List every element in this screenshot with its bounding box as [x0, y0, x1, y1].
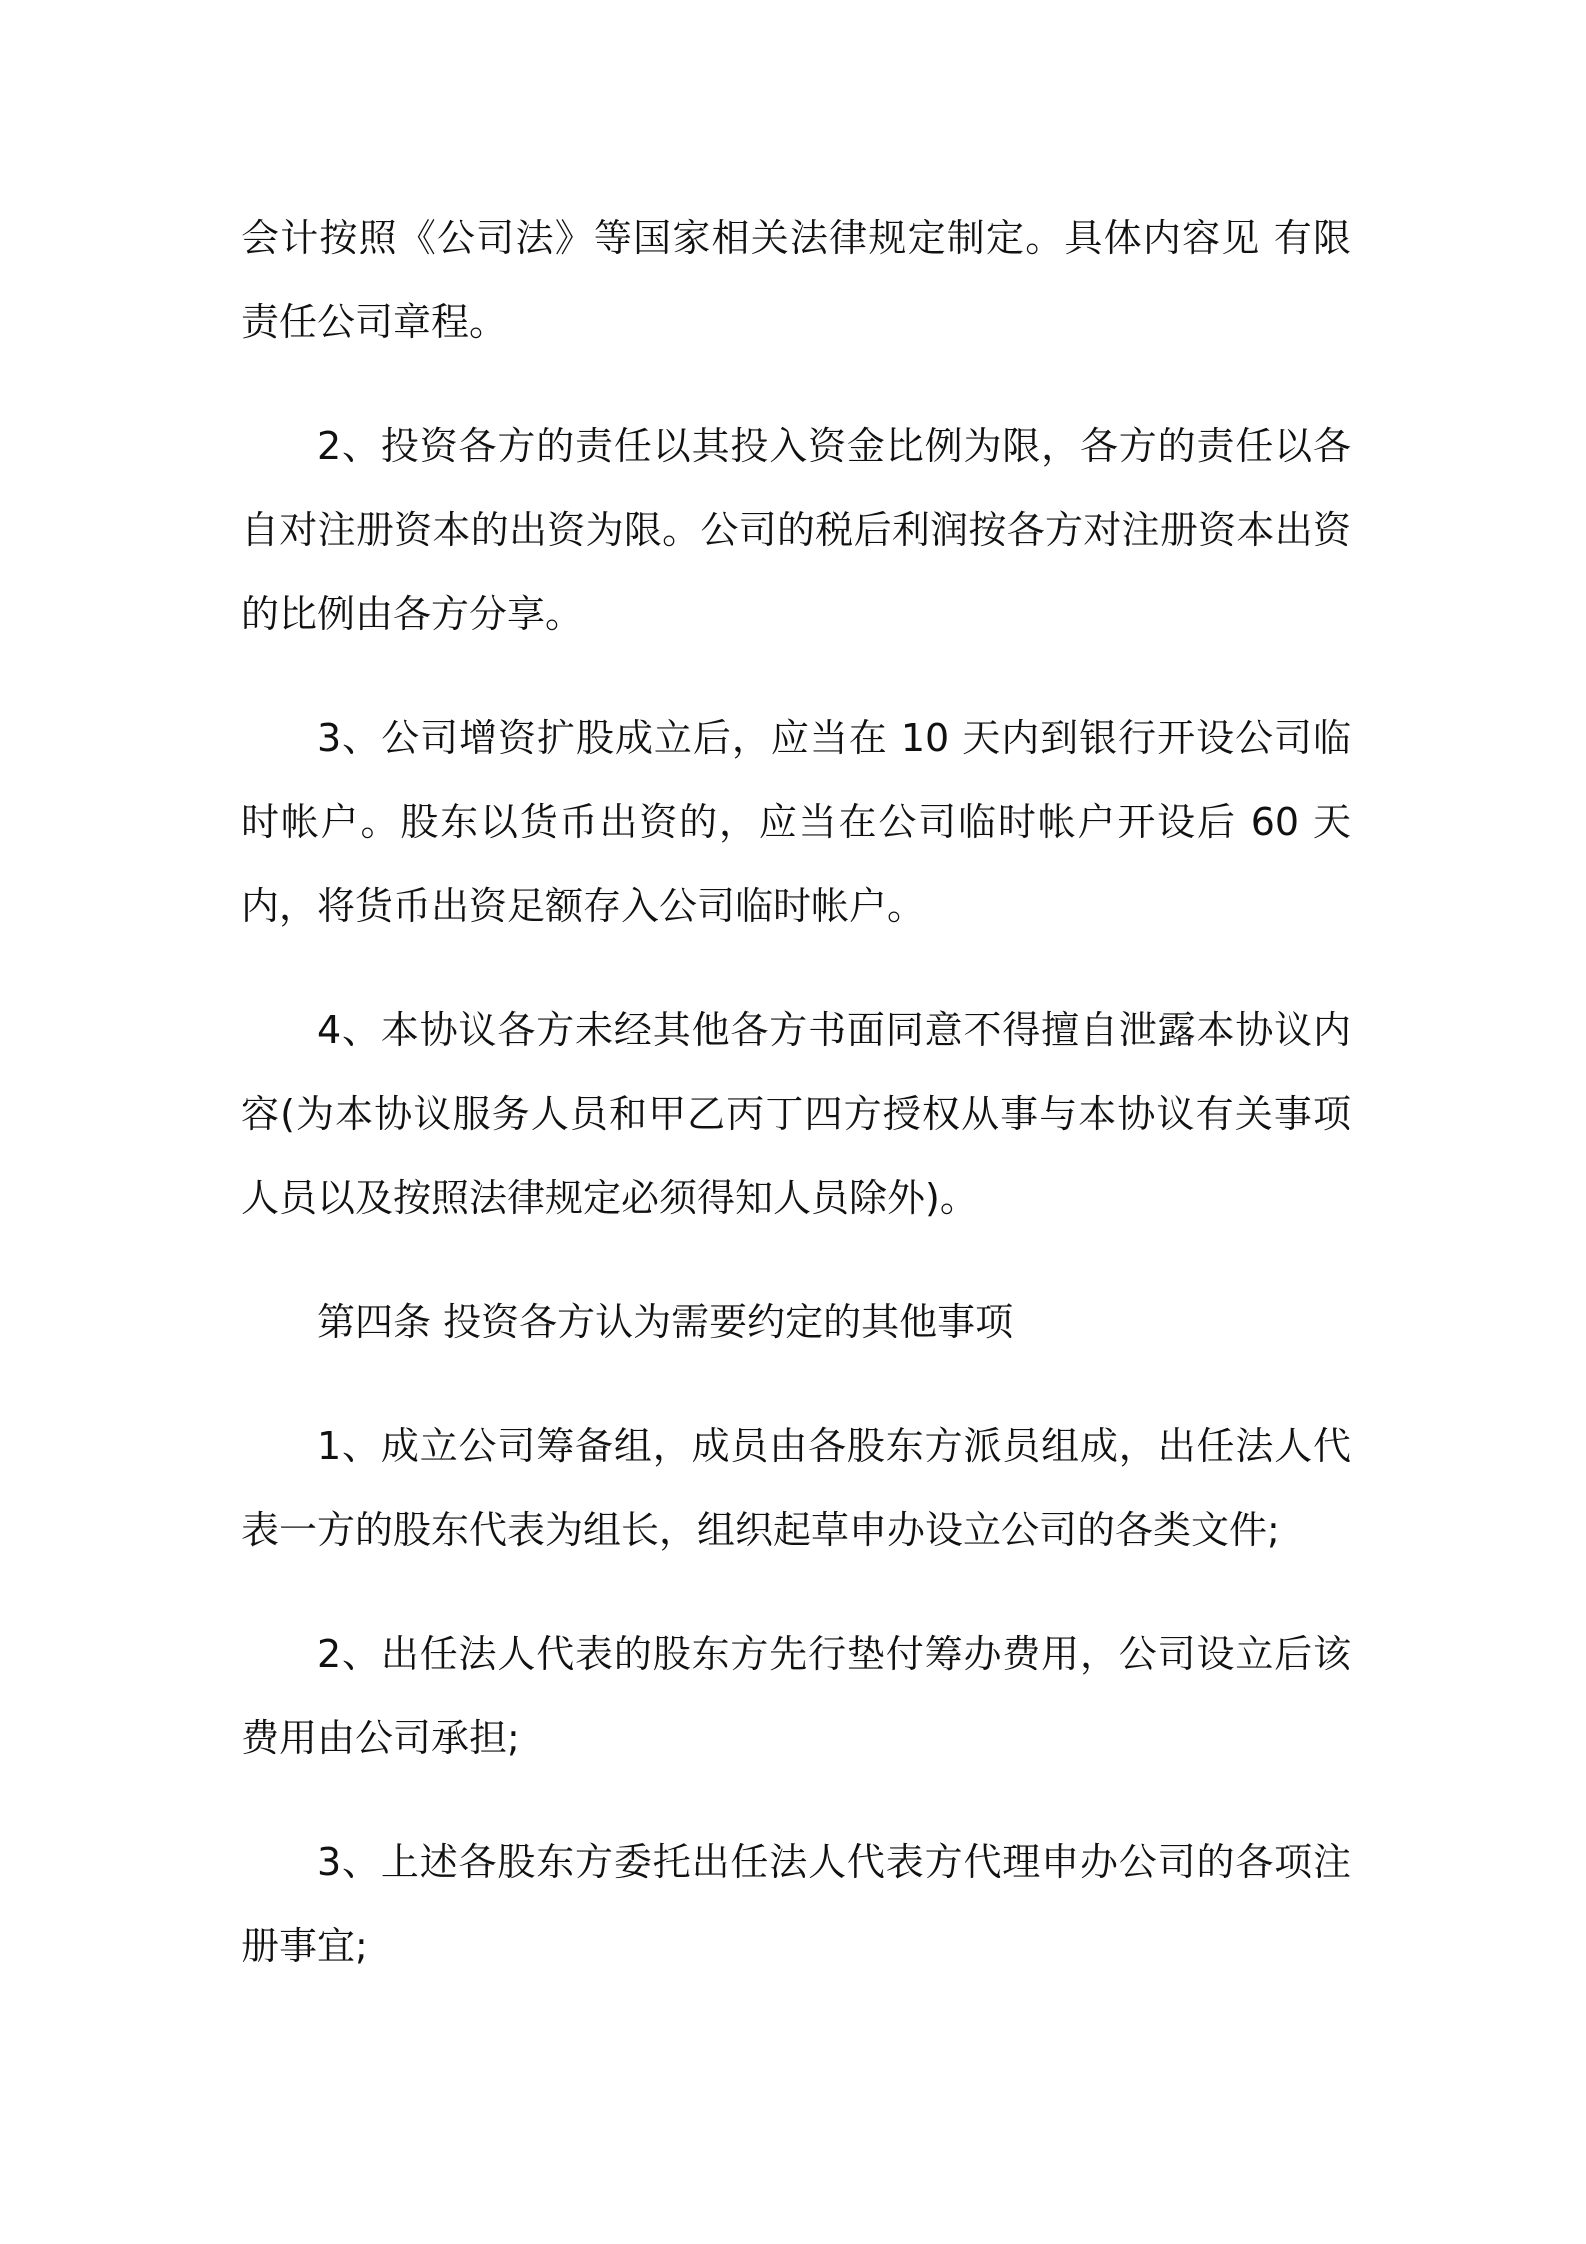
paragraph-liability-clause: 2、投资各方的责任以其投入资金比例为限，各方的责任以各自对注册资本的出资为限。公司的税后利润按各方对注册资本出资的比例由各方分享。 — [241, 424, 1351, 636]
paragraph-registration-agency-clause: 3、上述各股东方委托出任法人代表方代理申办公司的各项注册事宜; — [241, 1840, 1351, 1968]
article-four-heading: 第四条 投资各方认为需要约定的其他事项 — [317, 1300, 1014, 1344]
paragraph-preparatory-group-clause: 1、成立公司筹备组，成员由各股东方派员组成，出任法人代表一方的股东代表为组长，组织起草申办设立公司的各类文件; — [241, 1424, 1351, 1552]
paragraph-bank-account-clause: 3、公司增资扩股成立后，应当在 10 天内到银行开设公司临时帐户。股东以货币出资的，应当在公司临时帐户开设后 60 天内，将货币出资足额存入公司临时帐户。 — [241, 716, 1351, 928]
paragraph-preparatory-expenses-clause: 2、出任法人代表的股东方先行垫付筹办费用，公司设立后该费用由公司承担; — [241, 1632, 1351, 1760]
paragraph-confidentiality-clause: 4、本协议各方未经其他各方书面同意不得擅自泄露本协议内容(为本协议服务人员和甲乙丙丁四方授权从事与本协议有关事项人员以及按照法律规定必须得知人员除外)。 — [241, 1008, 1351, 1220]
paragraph-company-law-continuation: 会计按照《公司法》等国家相关法律规定制定。具体内容见 有限责任公司章程。 — [241, 216, 1351, 344]
document-body — [241, 196, 1351, 2028]
